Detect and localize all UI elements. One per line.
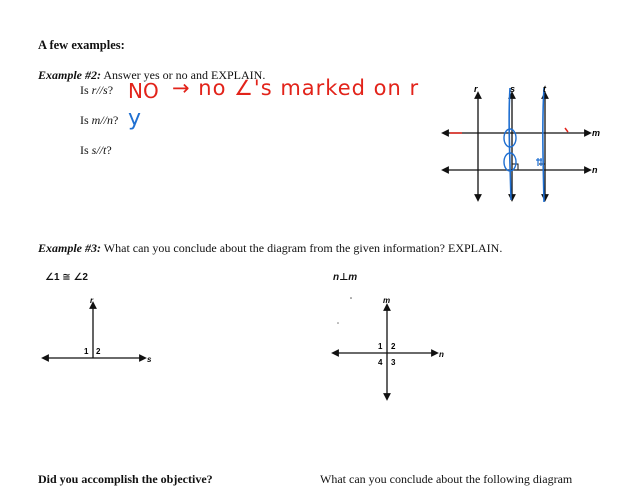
example2-prompt: Answer yes or no and EXPLAIN.: [103, 68, 266, 82]
q3-suffix: ?: [106, 143, 112, 157]
angle-4-label-right: 4: [378, 358, 383, 367]
label-s-left: s: [147, 355, 152, 364]
label-m: m: [592, 128, 601, 138]
q2-suffix: ?: [113, 113, 119, 127]
angle-3-label-right: 3: [391, 358, 396, 367]
blue-highlight: [509, 88, 511, 200]
angle-1-label-right: 1: [378, 342, 383, 351]
red-mark: [565, 128, 568, 132]
q2-handwritten-answer: y: [128, 106, 142, 131]
example3-prompt: What can you conclude about the diagram from the given information? EXPLAIN.: [103, 241, 503, 255]
question-m-parallel-n: [80, 113, 118, 128]
q2-variable: m//n: [91, 113, 114, 127]
question-s-parallel-t: [80, 143, 112, 158]
given-angles-congruent: ∠1 ≅ ∠2: [45, 272, 88, 283]
section-heading: A few examples:: [38, 38, 125, 52]
q1-prefix: Is: [80, 83, 92, 97]
example3-right-diagram: [330, 292, 460, 402]
label-r: r: [474, 84, 478, 94]
q1-variable: r//s: [91, 83, 108, 97]
label-m-right: m: [383, 296, 391, 305]
stray-dot: [337, 322, 339, 324]
blue-mark: [536, 158, 542, 166]
example3-left-diagram: [40, 295, 160, 370]
blue-highlight: [543, 88, 544, 202]
angle-2-label-right: 2: [391, 342, 396, 351]
given-perpendicular: n⊥m: [333, 272, 358, 283]
stray-dot: [350, 297, 352, 299]
q3-prefix: Is: [80, 143, 92, 157]
label-n-right: n: [439, 350, 444, 359]
q2-prefix: Is: [80, 113, 92, 127]
q1-handwritten-answer: NO: [128, 79, 159, 103]
label-t: t: [543, 84, 546, 94]
angle-2-label: 2: [96, 347, 101, 356]
example3-line: [38, 241, 502, 256]
label-s: s: [510, 84, 516, 94]
label-r-left: r: [90, 296, 94, 305]
example3-label: Example #3:: [38, 241, 101, 255]
angle-1-label: 1: [84, 347, 89, 356]
footer-left-text: Did you accomplish the objective?: [38, 472, 213, 486]
label-n: n: [592, 165, 598, 175]
example2-label: Example #2:: [38, 68, 101, 82]
q3-variable: s//t: [91, 143, 107, 157]
q1-suffix: ?: [107, 83, 114, 97]
q1-handwritten-note: → no ∠'s marked on r: [172, 76, 420, 100]
question-r-parallel-s: [80, 83, 113, 98]
footer-right-text: What can you conclude about the following diagram: [320, 472, 573, 486]
example2-diagram: [440, 80, 610, 210]
